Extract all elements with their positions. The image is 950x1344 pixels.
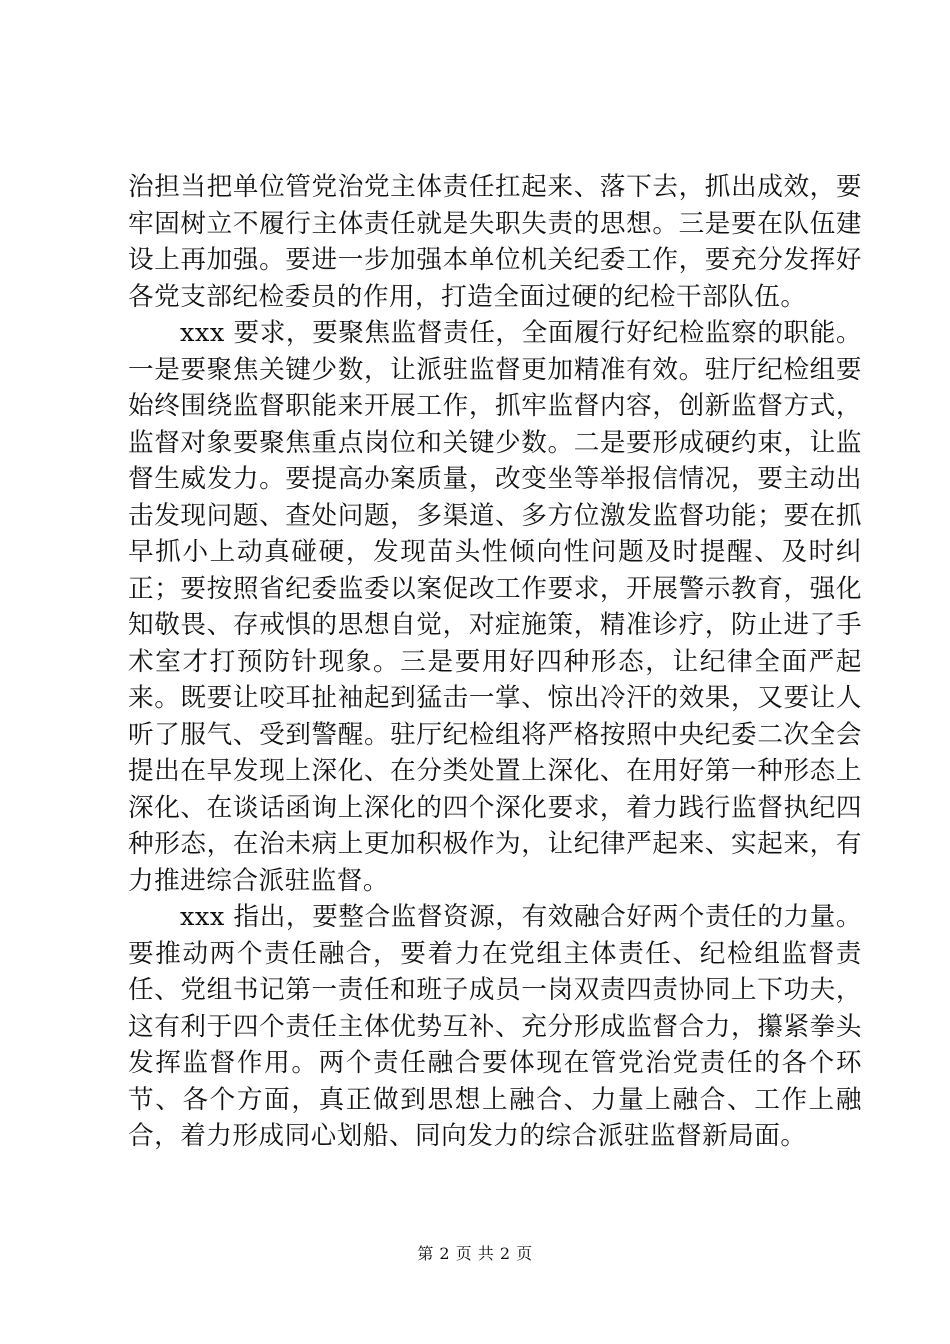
paragraph-3: xxx 指出，要整合监督资源，有效融合好两个责任的力量。要推动两个责任融合，要着力在党组主体责任、纪检组监督责任、党组书记第一责任和班子成员一岗双责四责协同上下功夫，这有利于四个责任主体优势互补、充分形成监督合力，攥紧拳头发挥监督作用。两个责任融合要体现在管党治党责任的各个环节、各个方面，真正做到思想上融合、力量上融合、工作上融合，着力形成同心划船、同向发力的综合派驻监督新局面。	[128, 902, 862, 1151]
page-number-footer: 第 2 页 共 2 页	[417, 1244, 533, 1263]
paragraph-2: xxx 要求，要聚焦监督责任，全面履行好纪检监察的职能。一是要聚焦关键少数，让派驻监督更加精准有效。驻厅纪检组要始终围绕监督职能来开展工作，抓牢监督内容，创新监督方式，监督对象要聚焦重点岗位和关键少数。二是要形成硬约束，让监督生威发力。要提高办案质量，改变坐等举报信情况，要主动出击发现问题、查处问题，多渠道、多方位激发监督功能；要在抓早抓小上动真碰硬，发现苗头性倾向性问题及时提醒、及时纠正；要按照省纪委监委以案促改工作要求，开展警示教育，强化知敬畏、存戒惧的思想自觉，对症施策，精准诊疗，防止进了手术室才打预防针现象。三是要用好四种形态，让纪律全面严起来。既要让咬耳扯袖起到猛击一掌、惊出冷汗的效果，又要让人听了服气、受到警醒。驻厅纪检组将严格按照中央纪委二次全会提出在早发现上深化、在分类处置上深化、在用好第一种形态上深化、在谈话函询上深化的四个深化要求，着力践行监督执纪四种形态，在治未病上更加积极作为，让纪律严起来、实起来，有力推进综合派驻监督。	[128, 318, 862, 896]
paragraph-1: 治担当把单位管党治党主体责任扛起来、落下去，抓出成效，要牢固树立不履行主体责任就是失职失责的思想。三是要在队伍建设上再加强。要进一步加强本单位机关纪委工作，要充分发挥好各党支部纪检委员的作用，打造全面过硬的纪检干部队伍。	[128, 172, 862, 312]
document-body	[128, 169, 862, 1155]
